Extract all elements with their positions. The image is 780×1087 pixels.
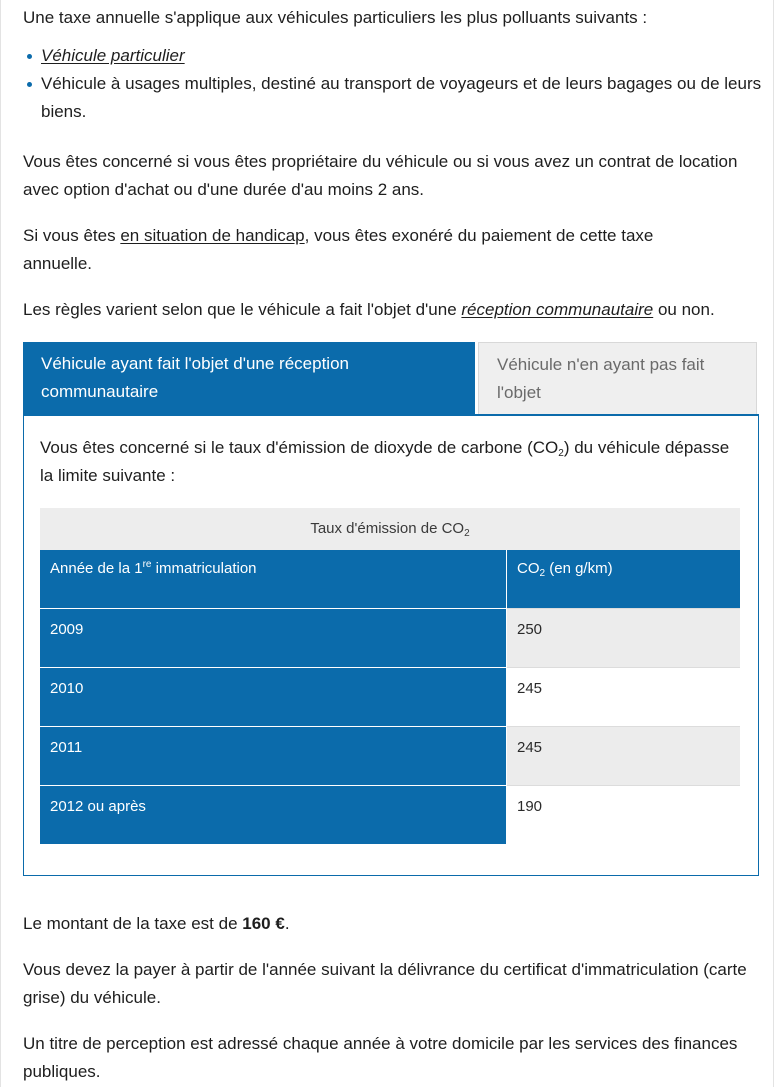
col-co2-after: (en g/km) <box>545 560 613 577</box>
col-year-sup: re <box>142 559 152 570</box>
vehicle-tabs <box>23 342 757 414</box>
vehicule-particulier-link[interactable]: Véhicule particulier <box>41 46 185 65</box>
panel-text-sub: 2 <box>558 448 564 459</box>
column-header-co2 <box>507 550 741 609</box>
handicap-text-before: Si vous êtes <box>23 226 121 245</box>
cell-co2: 190 <box>507 786 741 845</box>
handicap-link[interactable]: en situation de handicap <box>120 226 305 245</box>
payment-text: Vous devez la payer à partir de l'année suivant la délivrance du certificat d'immatriculation (carte grise) du véhicule. <box>23 960 747 1007</box>
amount-value: 160 € <box>242 914 285 933</box>
rules-text-before: Les règles varient selon que le véhicule a fait l'objet d'une <box>23 300 462 319</box>
co2-table <box>40 508 740 844</box>
list-item <box>23 42 763 70</box>
concerned-text: Vous êtes concerné si vous êtes propriétaire du véhicule ou si vous avez un contrat de location avec option d'achat ou d'une durée d'au moins 2 ans. <box>23 152 738 199</box>
perception-text: Un titre de perception est adressé chaque année à votre domicile par les services des finances publiques. <box>23 1034 738 1081</box>
caption-main: Taux d'émission de CO <box>310 520 465 537</box>
tab-sans-reception[interactable]: Véhicule n'en ayant pas fait l'objet <box>478 342 757 414</box>
table-row <box>40 727 740 786</box>
cell-year: 2009 <box>40 609 507 668</box>
amount-text <box>23 910 763 938</box>
cell-year: 2012 ou après <box>40 786 507 845</box>
table-caption <box>40 508 740 550</box>
panel-text-after: ) du véhicule dépasse la limite suivante : <box>40 438 730 485</box>
cell-year: 2010 <box>40 668 507 727</box>
rules-text <box>23 296 768 324</box>
cell-co2: 250 <box>507 609 741 668</box>
amount-text-before: Le montant de la taxe est de <box>23 914 243 933</box>
panel-text-before: Vous êtes concerné si le taux d'émission de dioxyde de carbone (CO <box>40 438 559 457</box>
rules-text-after: ou non. <box>653 300 715 319</box>
table-row <box>40 609 740 668</box>
col-co2-main: CO <box>517 560 540 577</box>
vehicle-type-list <box>23 42 773 126</box>
cell-co2: 245 <box>507 668 741 727</box>
tab-reception-communautaire[interactable]: Véhicule ayant fait l'objet d'une réception communautaire <box>23 342 475 414</box>
cell-year: 2011 <box>40 727 507 786</box>
reception-communautaire-link[interactable]: réception communautaire <box>461 300 654 319</box>
table-header-row <box>40 550 740 609</box>
handicap-text-after: , vous êtes exonéré du paiement de cette taxe annuelle. <box>23 226 654 273</box>
list-item: Véhicule à usages multiples, destiné au transport de voyageurs et de leurs bagages ou de leurs biens. <box>23 70 763 126</box>
handicap-text <box>23 222 723 278</box>
tab-panel <box>23 414 759 876</box>
cell-co2: 245 <box>507 727 741 786</box>
col-year-before: Année de la 1 <box>50 560 143 577</box>
table-row <box>40 786 740 845</box>
col-co2-sub: 2 <box>539 568 546 579</box>
column-header-year <box>40 550 507 609</box>
table-row <box>40 668 740 727</box>
intro-text: Une taxe annuelle s'applique aux véhicules particuliers les plus polluants suivants : <box>23 8 648 27</box>
caption-sub: 2 <box>464 528 470 539</box>
amount-text-after: . <box>284 914 290 933</box>
col-year-after: immatriculation <box>151 560 257 577</box>
panel-text <box>40 434 730 490</box>
